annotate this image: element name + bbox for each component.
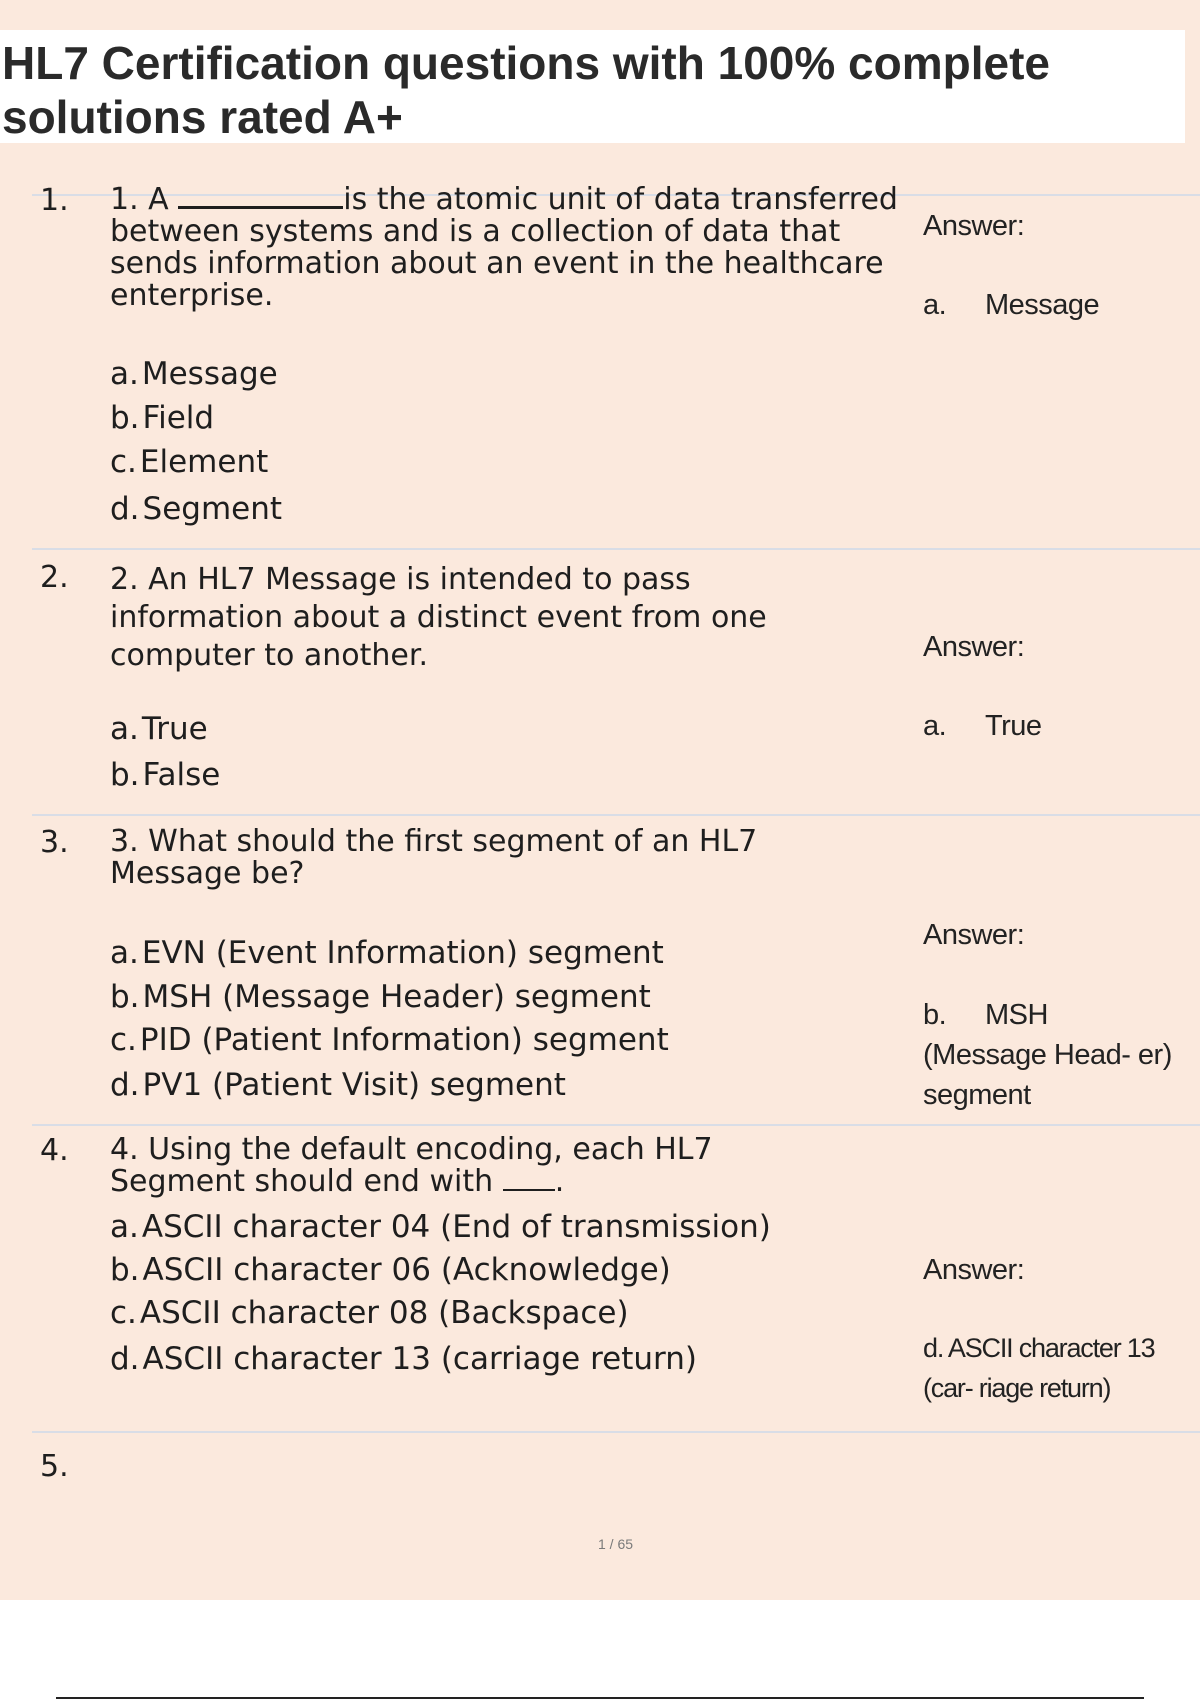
answer-option: d.ASCII character 13 (carriage return) bbox=[110, 1341, 697, 1377]
document-title: HL7 Certification questions with 100% complete solutions rated A+ bbox=[2, 37, 1050, 143]
answer-option: c.PID (Patient Information) segment bbox=[110, 1022, 669, 1058]
answer-option: b.ASCII character 06 (Acknowledge) bbox=[110, 1252, 671, 1288]
fill-in-blank bbox=[503, 1167, 555, 1191]
question-number: 1. bbox=[40, 183, 69, 218]
answer-option: b.MSH (Message Header) segment bbox=[110, 979, 651, 1015]
question-number: 4. bbox=[40, 1133, 69, 1168]
correct-answer: a. True bbox=[923, 710, 1042, 742]
question-number: 3. bbox=[40, 825, 69, 860]
answer-option: b.False bbox=[110, 757, 221, 793]
fill-in-blank bbox=[178, 184, 343, 209]
answer-option: a.True bbox=[110, 711, 208, 747]
answer-label: Answer: bbox=[923, 210, 1025, 242]
answer-option: c.Element bbox=[110, 444, 269, 480]
question-text-start: 1. A bbox=[110, 182, 169, 217]
correct-answer: d. ASCII character 13 (car- riage return) bbox=[923, 1333, 1155, 1403]
answer-option: a.EVN (Event Information) segment bbox=[110, 935, 664, 971]
answer-option: b.Field bbox=[110, 400, 215, 436]
question-divider bbox=[32, 548, 1200, 550]
question-text bbox=[110, 184, 920, 312]
correct-answer: a. Message bbox=[923, 289, 1100, 321]
question-divider bbox=[32, 1431, 1200, 1433]
question-number: 2. bbox=[40, 560, 69, 595]
question-text: 4. Using the default encoding, each HL7 Segment should end with . bbox=[110, 1132, 713, 1199]
page-indicator: 1 / 65 bbox=[598, 1536, 634, 1552]
answer-option: a.Message bbox=[110, 356, 278, 392]
answer-option: d.Segment bbox=[110, 491, 283, 527]
correct-answer: b. MSH (Message Head- er) segment bbox=[923, 999, 1172, 1111]
answer-label: Answer: bbox=[923, 919, 1025, 951]
question-text: 2. An HL7 Message is intended to pass information about a distinct event from one computer to another. bbox=[110, 562, 767, 673]
footer-line bbox=[56, 1697, 1144, 1699]
answer-option: d.PV1 (Patient Visit) segment bbox=[110, 1067, 566, 1103]
question-text: 3. What should the first segment of an HL7 Message be? bbox=[110, 824, 758, 891]
question-divider bbox=[32, 1124, 1200, 1126]
question-number: 5. bbox=[40, 1449, 69, 1484]
answer-option: c.ASCII character 08 (Backspace) bbox=[110, 1295, 629, 1331]
answer-option: a.ASCII character 04 (End of transmission) bbox=[110, 1209, 771, 1245]
answer-label: Answer: bbox=[923, 631, 1025, 663]
question-divider bbox=[32, 814, 1200, 816]
question-text-end: is the atomic unit of data transferred between systems and is a collection of data that sends information about an event in the healthcare enterprise. bbox=[110, 182, 898, 313]
answer-label: Answer: bbox=[923, 1254, 1025, 1286]
